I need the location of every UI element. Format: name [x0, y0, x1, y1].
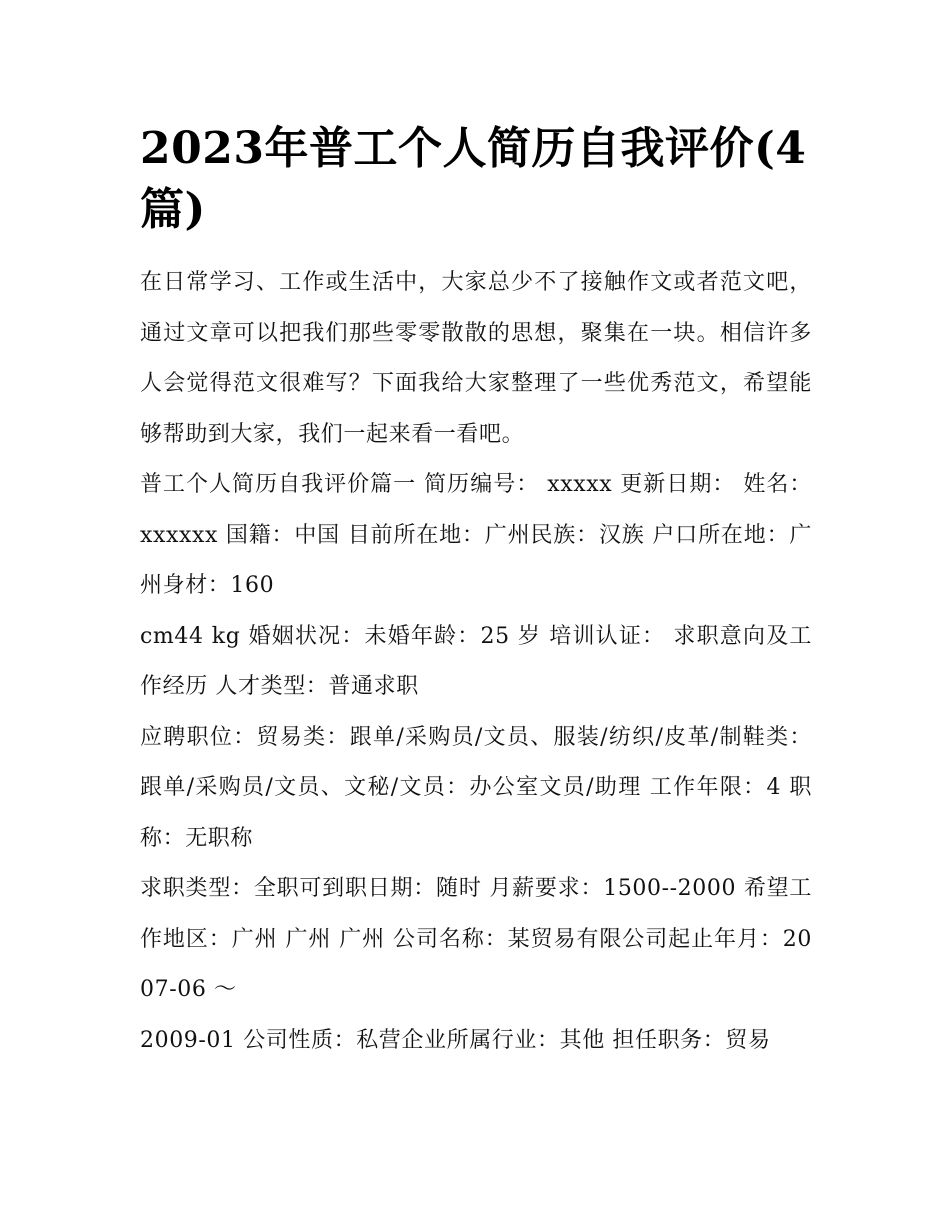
document-title: 2023年普工个人简历自我评价(4篇)	[140, 123, 807, 235]
document-page	[140, 118, 812, 1066]
resume-job-type-paragraph: 求职类型：全职可到职日期：随时 月薪要求：1500--2000 希望工作地区：广州 广州 广州 公司名称：某贸易有限公司起止年月：2007-06 ～	[140, 876, 812, 1002]
resume-personal-details-paragraph: cm44 kg 婚姻状况：未婚年龄：25 岁 培训认证： 求职意向及工作经历 人才类型：普通求职	[140, 623, 812, 699]
resume-company-paragraph: 2009-01 公司性质：私营企业所属行业：其他 担任职务：贸易	[140, 1027, 771, 1053]
resume-basic-info-paragraph: 普工个人简历自我评价篇一 简历编号： xxxxx 更新日期： 姓名：xxxxxx 国籍：中国 目前所在地：广州民族：汉族 户口所在地：广州身材：160	[140, 472, 812, 598]
intro-paragraph: 在日常学习、工作或生活中，大家总少不了接触作文或者范文吧，通过文章可以把我们那些零零散散的思想，聚集在一块。相信许多人会觉得范文很难写？下面我给大家整理了一些优秀范文，希望能够帮助到大家，我们一起来看一看吧。	[140, 270, 812, 447]
resume-position-paragraph: 应聘职位：贸易类：跟单/采购员/文员、服装/纺织/皮革/制鞋类：跟单/采购员/文员、文秘/文员：办公室文员/助理 工作年限：4 职称：无职称	[140, 724, 812, 851]
